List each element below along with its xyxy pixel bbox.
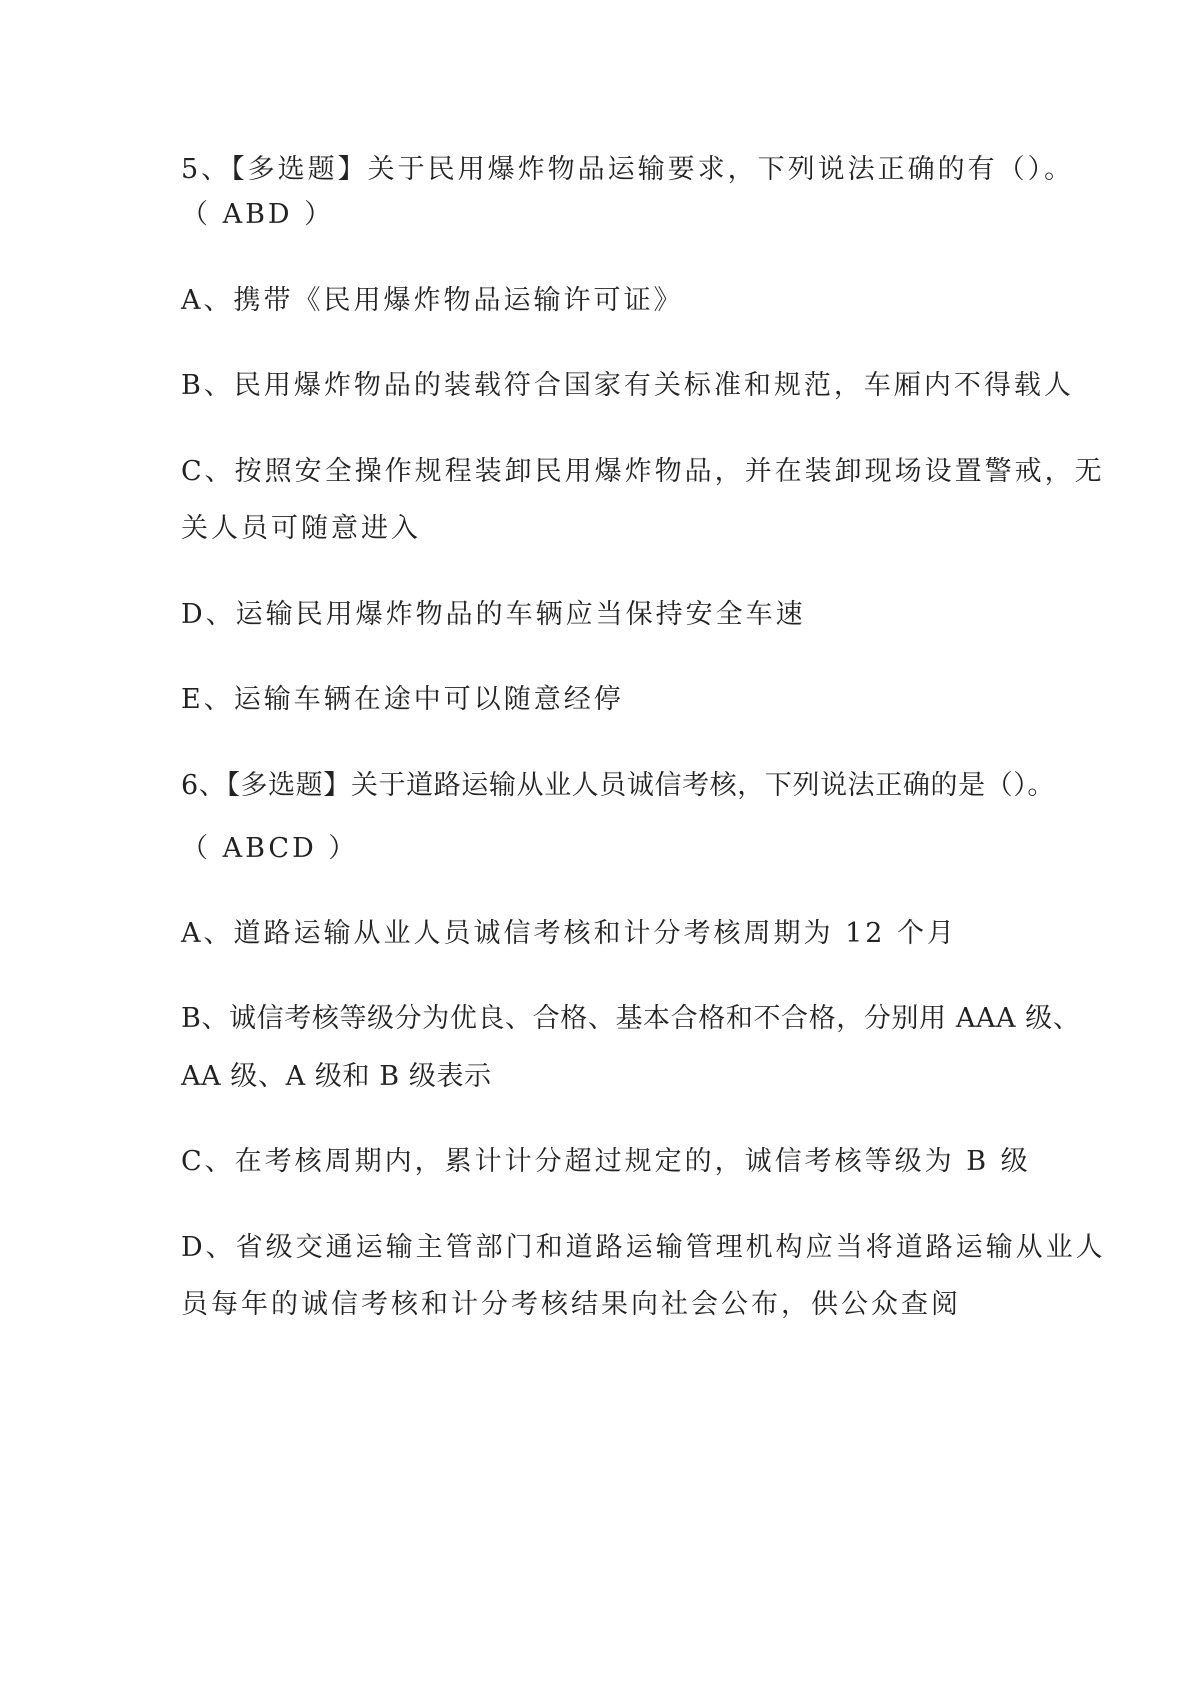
question-6-option-d-line-1: D、省级交通运输主管部门和道路运输管理机构应当将道路运输从业人 — [181, 1232, 1106, 1263]
question-6-answer: （ ABCD ） — [181, 833, 359, 864]
question-5-option-c-line-1: C、按照安全操作规程装卸民用爆炸物品，并在装卸现场设置警戒，无 — [181, 456, 1105, 487]
question-5-stem: 5、【多选题】关于民用爆炸物品运输要求，下列说法正确的有（）。 — [181, 154, 1075, 185]
question-5-option-e: E、运输车辆在途中可以随意经停 — [181, 684, 624, 715]
question-6-option-a: A、道路运输从业人员诚信考核和计分考核周期为 12 个月 — [181, 918, 958, 949]
question-5-option-a: A、携带《民用爆炸物品运输许可证》 — [181, 285, 684, 316]
question-5-answer: （ ABD ） — [181, 199, 335, 230]
question-5-option-c-line-2: 关人员可随意进入 — [181, 513, 421, 544]
question-6-option-c: C、在考核周期内，累计计分超过规定的，诚信考核等级为 B 级 — [181, 1146, 1031, 1177]
question-5-option-d: D、运输民用爆炸物品的车辆应当保持安全车速 — [181, 599, 806, 630]
question-6-option-d-line-2: 员每年的诚信考核和计分考核结果向社会公布，供公众查阅 — [181, 1289, 961, 1320]
question-6-stem: 6、【多选题】关于道路运输从业人员诚信考核，下列说法正确的是（）。 — [181, 770, 1055, 801]
question-5-option-b: B、民用爆炸物品的装载符合国家有关标准和规范，车厢内不得载人 — [181, 370, 1074, 401]
question-6-option-b-line-1: B、诚信考核等级分为优良、合格、基本合格和不合格，分别用 AAA 级、 — [181, 1003, 1081, 1034]
question-6-option-b-line-2: AA 级、A 级和 B 级表示 — [181, 1061, 492, 1092]
